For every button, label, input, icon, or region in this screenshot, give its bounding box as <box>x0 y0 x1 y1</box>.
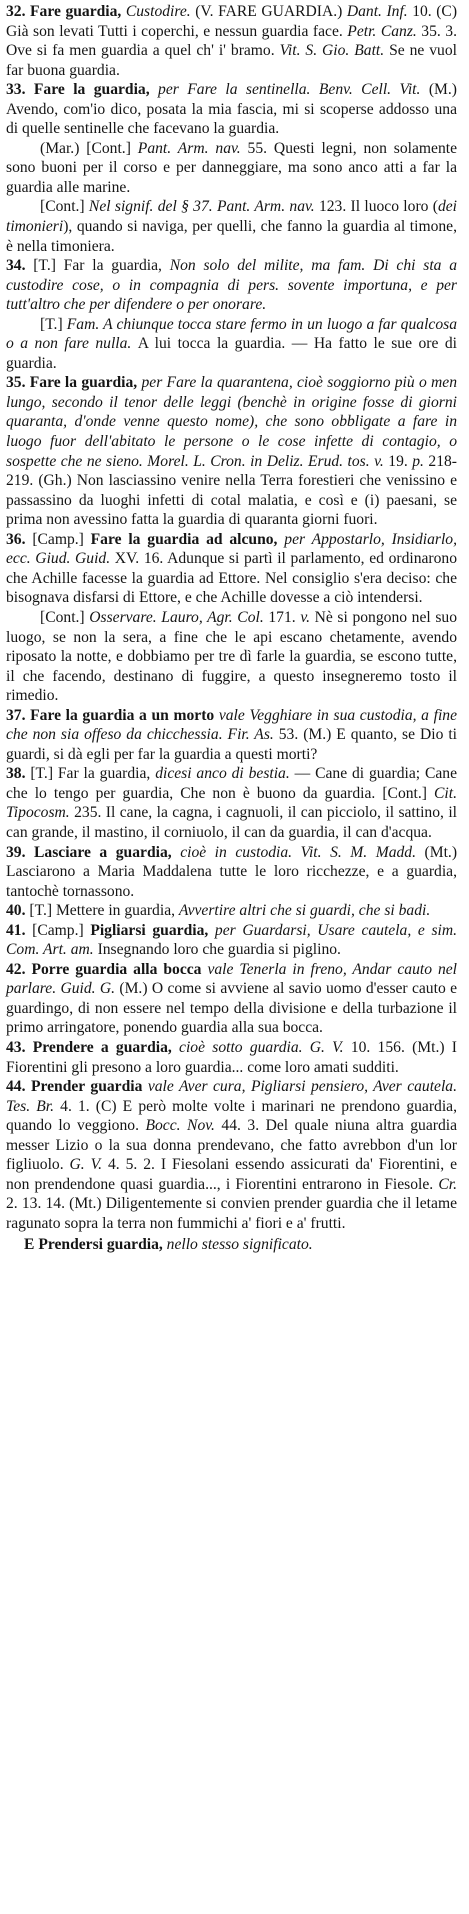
entry-italic-text: nello stesso significato. <box>166 1236 313 1254</box>
entry-text: — Cane di guardia; Cane che lo tengo per guardia, Che non è buono da guardia. [Cont.] <box>6 765 457 802</box>
entry-text: 35. 3. Ove si fa men guardia a quel ch' i' bramo. <box>6 22 457 60</box>
entry-italic-text: Avvertire altri che si guardi, che si badi. <box>178 902 431 920</box>
entry-subparagraph <box>6 197 457 256</box>
entry-headword: Prender guardia <box>30 1078 148 1096</box>
entry-headword: 39. <box>6 843 35 861</box>
entry-text: 171. <box>268 608 301 626</box>
entry-headword: 32. <box>6 3 31 20</box>
dictionary-entry <box>6 256 457 373</box>
entry-text: (V. FARE GUARDIA.) <box>195 3 347 20</box>
entry-text: [Cont.] <box>40 608 90 626</box>
entry-italic-text: G. V. <box>69 1156 108 1174</box>
entry-paragraph <box>6 706 457 765</box>
entry-italic-text: dei timonieri <box>6 198 457 236</box>
entry-italic-text: vale Aver cura, Pigliarsi pensiero, Aver cautela. Tes. Br. <box>6 1078 458 1115</box>
entry-subparagraph <box>6 315 457 374</box>
entry-headword: Lasciare a guardia, <box>34 843 181 861</box>
entry-text: (M.) Avendo, com'io dico, posata la mia fascia, mi si scoperse addosso una di quelle sentinelle che facevano la guardia. <box>6 81 457 138</box>
entry-italic-text: v. <box>300 608 315 626</box>
entry-italic-text: dicesi anco di bestia. <box>155 765 295 783</box>
entry-subparagraph <box>6 139 457 198</box>
entry-italic-text: vale Vegghiare in sua custodia, a fine che non sia offeso da chicchessia. Fir. As. <box>6 706 458 744</box>
entry-italic-text: Petr. Canz. <box>347 22 422 40</box>
entry-text: [Camp.] <box>32 921 91 939</box>
entry-paragraph <box>6 373 457 529</box>
entry-text: XV. 16. Adunque si partì il parlamento, ed ordinarono che Achille facesse la guardia ad Ettore. Nel consiglio s'era deciso: che bisognava disfarsi di Ettore, e che Achille dovesse a ciò intendersi. <box>6 550 457 607</box>
dictionary-entry <box>6 706 457 765</box>
entry-italic-text: Dant. Inf. <box>346 3 413 20</box>
dictionary-entry <box>6 373 457 529</box>
entry-text: 44. 3. Del quale niuna altra guardia messer Lizio o la sua donna prendevano, che fatto avrebbon d'un lor figliuolo. <box>6 1117 458 1174</box>
dictionary-entry <box>6 960 457 1038</box>
entry-text: (M.) O come si avviene al savio uomo d'esser cauto e guardingo, di non essere nel tempo della divisione e della turbazione il primo arringatore, ponendo guardia alla sua bocca. <box>6 980 457 1037</box>
entry-text: [T.] <box>40 315 67 333</box>
entry-headword: Fare la guardia, <box>33 81 159 99</box>
entry-text: 55. Questi legni, non solamente sono buoni per il corso e per danneggiare, ma sono anco atti a far la guardia alle marine. <box>6 139 457 196</box>
entry-text: (Mar.) [Cont.] <box>40 139 138 157</box>
entry-paragraph <box>6 2 457 80</box>
entry-final-line <box>6 1235 457 1255</box>
entry-paragraph <box>6 764 457 842</box>
entry-text: 123. Il luoco loro ( <box>318 198 438 216</box>
entry-text: 10. 156. (Mt.) I Fiorentini gli presono a loro guardia... come loro amati sudditi. <box>6 1038 457 1076</box>
entry-text: 10. (C) Già son levati Tutti i coperchi, e nessun guardia face. <box>6 3 458 40</box>
entry-paragraph <box>6 901 457 921</box>
entry-headword: 43. <box>6 1038 33 1056</box>
entry-headword: 35. <box>6 374 30 392</box>
dictionary-entry <box>6 843 457 902</box>
entry-text: [Cont.] <box>40 198 89 216</box>
dictionary-entry <box>6 1038 457 1077</box>
dictionary-entries <box>6 2 457 1233</box>
entry-text: [T.] Far la guardia, <box>30 765 156 783</box>
entry-headword: 36. <box>6 530 33 548</box>
entry-text: 19. <box>388 452 413 470</box>
entry-italic-text: per Fare la quarantena, cioè soggiorno più o men lungo, secondo il tenor delle leggi (benchè in origine fosse di giorni quaranta, d'onde venne questo nome), che sono obbligate a fare in luogo fuor dell'abitato le persone o le cose infette di contagio, o sospette che ne sieno. Morel. L. Cron. in Deliz. Erud. tos. v. <box>6 374 458 470</box>
entry-headword: 34. <box>6 257 34 275</box>
entry-italic-text: per Fare la sentinella. Benv. Cell. Vit. <box>158 81 429 99</box>
entry-headword: E <box>24 1236 39 1254</box>
entry-paragraph <box>6 1038 457 1077</box>
entry-italic-text: Cr. <box>438 1175 457 1193</box>
entry-paragraph <box>6 530 457 608</box>
entry-headword: Fare la guardia, <box>29 374 142 392</box>
entry-headword: 38. <box>6 765 31 783</box>
entry-italic-text: Custodire. <box>125 3 196 20</box>
entry-text: 4. 1. (C) E però molte volte i marinari ne prendono guardia, quando lo veggiono. <box>6 1097 457 1135</box>
entry-subparagraph <box>6 608 457 706</box>
dictionary-entry <box>6 530 457 706</box>
entry-text: Nè si pongono nel suo luogo, se non la sera, a fine che le api escano chetamente, avendo riposato la notte, e dobbiamo per tre dì farle la guardia, se escono tutte, il che facendo, destinano di fuggire, a questo insegneremo tosto il rimedio. <box>6 608 458 705</box>
entry-italic-text: vale Tenerla in freno, Andar cauto nel parlare. Guid. G. <box>6 960 458 998</box>
dictionary-entry <box>6 764 457 842</box>
dictionary-entry <box>6 901 457 921</box>
entry-headword: Prendersi guardia, <box>38 1236 167 1254</box>
entry-headword: 44. <box>6 1078 31 1096</box>
entry-headword: 33. <box>6 81 34 99</box>
entry-headword: 42. <box>6 960 32 978</box>
entry-paragraph <box>6 960 457 1038</box>
entry-headword: Fare la guardia a un morto <box>30 706 219 724</box>
entry-text: [T.] Mettere in guardia, <box>29 902 179 920</box>
entry-text: ), quando si naviga, per quelli, che fanno la guardia al timone, è nella timoniera. <box>6 218 457 255</box>
entry-headword: Fare guardia, <box>30 3 126 20</box>
entry-text: A lui tocca la guardia. — Ha fatto le sue ore di guardia. <box>6 335 457 372</box>
entry-paragraph <box>6 1077 457 1233</box>
entry-italic-text: per Guardarsi, Usare cautela, e sim. Com. Art. am. <box>6 921 458 959</box>
entry-text: [Camp.] <box>32 530 91 548</box>
entry-text: 2. 13. 14. (Mt.) Diligentemente si convien prender guardia che il letame ragunato sopra la terra non fummichi a' fiori e a' frutti. <box>6 1195 457 1232</box>
entry-italic-text: Non solo del milite, ma fam. Di chi sta a custodire cose, o in compagnia di pers. sovente importuna, e per tutt'altro che per difendere o per onorare. <box>6 257 458 314</box>
entry-text: 218-219. (Gh.) Non lasciassino venire nella Terra forestieri che venissino e passassino da luoghi infetti di cotal malatia, e così e (i) paesani, se prima non avessino fatta la guardia di quaranta giorni fuori. <box>6 452 457 529</box>
dictionary-entry <box>6 2 457 80</box>
entry-text: Se ne vuol far buona guardia. <box>6 42 457 79</box>
entry-headword: 37. <box>6 706 31 724</box>
dictionary-entry <box>6 1077 457 1233</box>
entry-headword: Fare la guardia ad alcuno, <box>90 530 285 548</box>
dictionary-entry <box>6 921 457 960</box>
entry-text: 53. (M.) E quanto, se Dio ti guardi, si dà egli per far la guardia a questi morti? <box>6 726 457 763</box>
entry-headword: 41. <box>6 921 33 939</box>
entry-paragraph <box>6 843 457 902</box>
entry-italic-text: Pant. Arm. nav. <box>137 139 248 157</box>
dictionary-entry <box>6 80 457 256</box>
entry-headword: 40. <box>6 902 30 920</box>
entry-italic-text: cioè in custodia. Vit. S. M. Madd. <box>180 843 425 861</box>
entry-italic-text: Osservare. Lauro, Agr. Col. <box>89 608 269 626</box>
entry-text: (Mt.) Lasciarono a Maria Maddalena tutte le loro ricchezze, e a guardia, tantochè tornassono. <box>6 843 458 900</box>
entry-italic-text: p. <box>412 452 429 470</box>
entry-italic-text: Nel signif. del § 37. Pant. Arm. nav. <box>88 198 319 216</box>
entry-italic-text: Vit. S. Gio. Batt. <box>279 42 390 60</box>
entry-italic-text: Fam. A chiunque tocca stare fermo in un luogo a far qualcosa o a non fare nulla. <box>6 315 457 353</box>
entry-italic-text: Cit. Tipocosm. <box>6 784 457 822</box>
entry-paragraph <box>6 256 457 315</box>
entry-text: 235. Il cane, la cagna, i cagnuoli, il can picciolo, il sattino, il can grande, il mastino, il corniuolo, il can da guardia, il can d'acqua. <box>6 804 458 841</box>
entry-headword: Pigliarsi guardia, <box>90 921 215 939</box>
entry-headword: Prendere a guardia, <box>32 1038 180 1056</box>
entry-text: Insegnando loro che guardia si piglino. <box>97 941 341 959</box>
entry-paragraph <box>6 80 457 139</box>
entry-text: 4. 5. 2. I Fiesolani essendo assicurati da' Fiorentini, e non prendendone quasi guardia..., i Fiorentini entrarono in Fiesole. <box>6 1156 457 1193</box>
entry-italic-text: cioè sotto guardia. G. V. <box>179 1038 351 1056</box>
entry-headword: Porre guardia alla bocca <box>31 960 208 978</box>
entry-italic-text: per Appostarlo, Insidiarlo, ecc. Giud. Guid. <box>6 530 458 568</box>
entry-paragraph <box>6 921 457 960</box>
entry-italic-text: Bocc. Nov. <box>145 1117 222 1135</box>
entry-text: [T.] Far la guardia, <box>33 257 170 275</box>
